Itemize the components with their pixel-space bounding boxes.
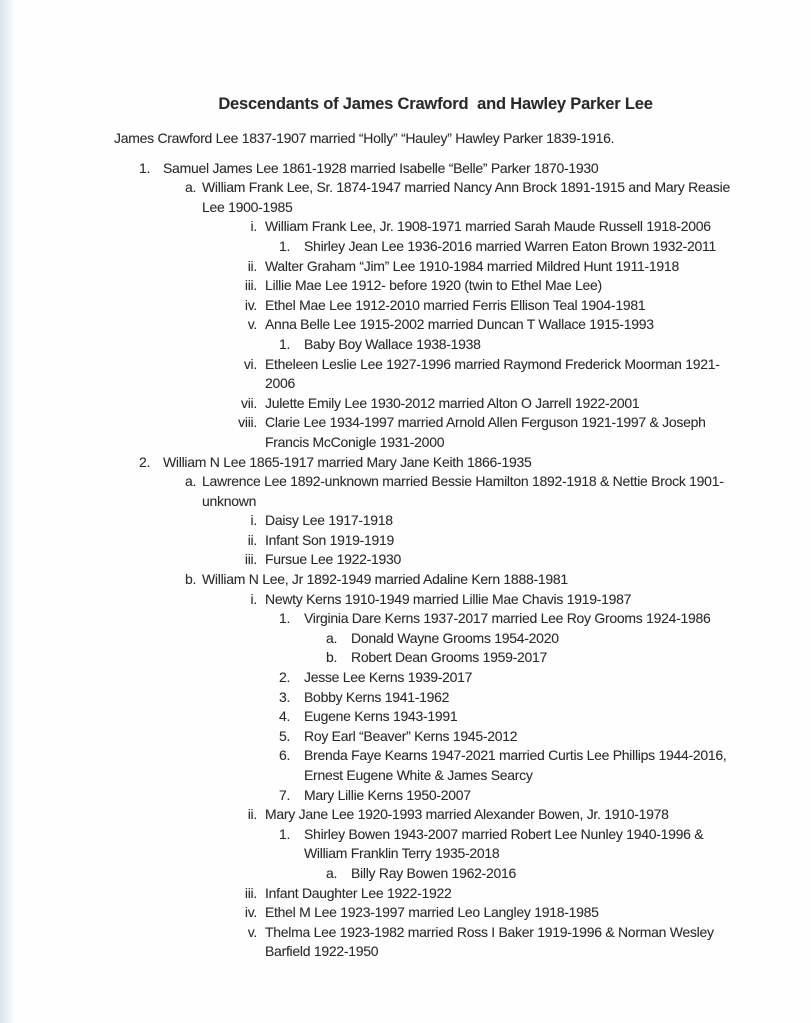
list-item-marker: i. xyxy=(250,590,257,607)
list-item-text xyxy=(202,178,811,217)
list-item-line: Shirley Jean Lee 1936-2016 married Warren Eaton Brown 1932-2011 xyxy=(304,237,716,254)
list-item-line: Newty Kerns 1910-1949 married Lillie Mae Chavis 1919-1987 xyxy=(265,590,632,607)
list-item-line: William Frank Lee, Sr. 1874-1947 married Nancy Ann Brock 1891-1915 and Mary Reasie xyxy=(202,179,730,196)
list-item xyxy=(0,825,811,864)
list-item-text xyxy=(351,629,811,649)
list-item-marker: 4. xyxy=(279,708,291,725)
list-item-line: William Frank Lee, Jr. 1908-1971 married Sarah Maude Russell 1918-2006 xyxy=(265,218,711,235)
list-item-text xyxy=(304,335,811,355)
list-item-text xyxy=(304,746,811,785)
list-item-marker: b. xyxy=(326,649,338,666)
list-item-text xyxy=(265,257,811,277)
list-item xyxy=(0,648,811,668)
list-item-marker: 1. xyxy=(279,610,291,627)
list-item-text xyxy=(163,453,811,473)
list-item-line: Lawrence Lee 1892-unknown married Bessie Hamilton 1892-1918 & Nettie Brock 1901- xyxy=(202,473,724,490)
list-item-line: Walter Graham “Jim” Lee 1910-1984 married Mildred Hunt 1911-1918 xyxy=(265,257,679,274)
list-item-line: Billy Ray Bowen 1962-2016 xyxy=(351,864,516,881)
list-item xyxy=(0,786,811,806)
list-item-text xyxy=(265,315,811,335)
list-item-text xyxy=(304,786,811,806)
list-item xyxy=(0,707,811,727)
list-item xyxy=(0,355,811,394)
list-item-marker: a. xyxy=(326,864,338,881)
list-item-line: Mary Jane Lee 1920-1993 married Alexander Bowen, Jr. 1910-1978 xyxy=(265,806,669,823)
list-item-marker: ii. xyxy=(247,257,257,274)
intro-paragraph: James Crawford Lee 1837-1907 married “Holly” “Hauley” Hawley Parker 1839-1916. xyxy=(114,130,615,146)
list-item-line: Anna Belle Lee 1915-2002 married Duncan T Wallace 1915-1993 xyxy=(265,316,654,333)
list-item-marker: i. xyxy=(250,512,257,529)
list-item-marker: ii. xyxy=(247,806,257,823)
list-item-marker: 5. xyxy=(279,727,291,744)
list-item xyxy=(0,609,811,629)
list-item-line: unknown xyxy=(202,492,257,509)
list-item-line: Donald Wayne Grooms 1954-2020 xyxy=(351,629,559,646)
list-item-line: Virginia Dare Kerns 1937-2017 married Lee Roy Grooms 1924-1986 xyxy=(304,610,711,627)
list-item xyxy=(0,511,811,531)
list-item-text xyxy=(265,550,811,570)
list-item-marker: 6. xyxy=(279,747,291,764)
list-item-text xyxy=(265,276,811,296)
list-item xyxy=(0,903,811,923)
list-item xyxy=(0,884,811,904)
list-item-marker: v. xyxy=(247,923,257,940)
list-item-text xyxy=(265,355,811,394)
list-item-marker: iii. xyxy=(244,551,257,568)
list-item-text xyxy=(265,884,811,904)
list-item xyxy=(0,472,811,511)
list-item-line: William N Lee, Jr 1892-1949 married Adaline Kern 1888-1981 xyxy=(202,571,568,588)
list-item-text xyxy=(304,727,811,747)
list-item xyxy=(0,570,811,590)
list-item xyxy=(0,413,811,452)
list-item-line: Ethel Mae Lee 1912-2010 married Ferris Ellison Teal 1904-1981 xyxy=(265,296,646,313)
list-item-marker: 2. xyxy=(279,669,291,686)
list-item-line: Baby Boy Wallace 1938-1938 xyxy=(304,335,481,352)
list-item xyxy=(0,178,811,217)
list-item-text xyxy=(304,707,811,727)
list-item-text xyxy=(202,472,811,511)
list-item-marker: a. xyxy=(185,473,197,490)
list-item-line: Ernest Eugene White & James Searcy xyxy=(304,767,533,783)
list-item-line: 2006 xyxy=(265,375,296,392)
list-item-line: Julette Emily Lee 1930-2012 married Alton O Jarrell 1922-2001 xyxy=(265,394,640,411)
list-item xyxy=(0,727,811,747)
page-title: Descendants of James Crawford and Hawley Parker Lee xyxy=(218,95,653,113)
list-item-line: Francis McConigle 1931-2000 xyxy=(265,433,445,450)
list-item-text xyxy=(304,668,811,688)
list-item-text xyxy=(304,825,811,864)
list-item xyxy=(0,629,811,649)
list-item-line: Infant Son 1919-1919 xyxy=(265,531,395,548)
list-item-text xyxy=(304,237,811,257)
list-item-line: Brenda Faye Kearns 1947-2021 married Curtis Lee Phillips 1944-2016, xyxy=(304,747,727,764)
list-item-line: Fursue Lee 1922-1930 xyxy=(265,551,402,568)
list-item-marker: vii. xyxy=(241,394,257,411)
list-item xyxy=(0,315,811,335)
list-item xyxy=(0,550,811,570)
list-item xyxy=(0,276,811,296)
list-item-text xyxy=(265,413,811,452)
list-item xyxy=(0,864,811,884)
list-item-line: Lillie Mae Lee 1912- before 1920 (twin to Ethel Mae Lee) xyxy=(265,277,602,294)
list-item-line: Samuel James Lee 1861-1928 married Isabelle “Belle” Parker 1870-1930 xyxy=(163,159,599,176)
list-item-line: Robert Dean Grooms 1959-2017 xyxy=(351,649,548,666)
list-item xyxy=(0,453,811,473)
list-item-line: Barfield 1922-1950 xyxy=(265,943,379,960)
list-item-text xyxy=(202,570,811,590)
list-item xyxy=(0,394,811,414)
list-item-text xyxy=(163,159,811,179)
list-item xyxy=(0,688,811,708)
list-item-marker: 3. xyxy=(279,688,291,705)
list-item xyxy=(0,217,811,237)
list-item-text xyxy=(265,531,811,551)
list-item-marker: 1. xyxy=(279,335,291,352)
list-item-marker: v. xyxy=(247,316,257,333)
list-item-line: Ethel M Lee 1923-1997 married Leo Langley 1918-1985 xyxy=(265,904,599,921)
list-item-line: Etheleen Leslie Lee 1927-1996 married Raymond Frederick Moorman 1921- xyxy=(265,355,720,372)
list-item-line: Infant Daughter Lee 1922-1922 xyxy=(265,884,452,901)
list-item-text xyxy=(265,923,811,962)
list-item xyxy=(0,237,811,257)
list-item-marker: iii. xyxy=(244,277,257,294)
list-item-marker: 2. xyxy=(139,453,151,470)
list-item-line: William N Lee 1865-1917 married Mary Jane Keith 1866-1935 xyxy=(163,453,532,470)
list-item-marker: a. xyxy=(185,179,197,196)
list-item-marker: viii. xyxy=(238,414,257,431)
list-item-text xyxy=(265,394,811,414)
list-item-line: Jesse Lee Kerns 1939-2017 xyxy=(304,669,473,686)
list-item-line: Eugene Kerns 1943-1991 xyxy=(304,708,458,725)
list-item-line: Bobby Kerns 1941-1962 xyxy=(304,688,450,705)
list-item-marker: b. xyxy=(185,571,197,588)
list-item xyxy=(0,296,811,316)
list-item-text xyxy=(304,688,811,708)
list-item-line: Roy Earl “Beaver” Kerns 1945-2012 xyxy=(304,727,518,744)
list-item-marker: iii. xyxy=(244,884,257,901)
list-item xyxy=(0,805,811,825)
list-item-marker: iv. xyxy=(244,296,257,313)
list-item-text xyxy=(351,648,811,668)
outline-list xyxy=(0,159,811,962)
list-item-text xyxy=(265,511,811,531)
list-item-line: Daisy Lee 1917-1918 xyxy=(265,512,393,529)
list-item-marker: vi. xyxy=(243,355,257,372)
list-item-line: Mary Lillie Kerns 1950-2007 xyxy=(304,786,471,803)
list-item-marker: 1. xyxy=(279,825,291,842)
list-item xyxy=(0,257,811,277)
list-item-marker: 1. xyxy=(279,237,291,254)
list-item-text xyxy=(351,864,811,884)
list-item xyxy=(0,590,811,610)
list-item xyxy=(0,746,811,785)
list-item xyxy=(0,923,811,962)
list-item-marker: i. xyxy=(250,218,257,235)
list-item-marker: 7. xyxy=(279,786,291,803)
list-item xyxy=(0,159,811,179)
list-item-text xyxy=(265,217,811,237)
list-item-line: William Franklin Terry 1935-2018 xyxy=(304,845,500,862)
list-item-marker: iv. xyxy=(244,904,257,921)
list-item-marker: ii. xyxy=(247,531,257,548)
list-item-line: Thelma Lee 1923-1982 married Ross I Baker 1919-1996 & Norman Wesley xyxy=(265,923,714,940)
list-item-text xyxy=(304,609,811,629)
list-item xyxy=(0,668,811,688)
list-item xyxy=(0,531,811,551)
list-item-line: Clarie Lee 1934-1997 married Arnold Allen Ferguson 1921-1997 & Joseph xyxy=(265,414,706,431)
list-item xyxy=(0,335,811,355)
list-item-text xyxy=(265,296,811,316)
list-item-text xyxy=(265,805,811,825)
list-item-marker: a. xyxy=(326,629,338,646)
list-item-text xyxy=(265,590,811,610)
list-item-text xyxy=(265,903,811,923)
list-item-line: Shirley Bowen 1943-2007 married Robert Lee Nunley 1940-1996 & xyxy=(304,825,704,842)
list-item-line: Lee 1900-1985 xyxy=(202,198,293,215)
list-item-marker: 1. xyxy=(139,159,151,176)
